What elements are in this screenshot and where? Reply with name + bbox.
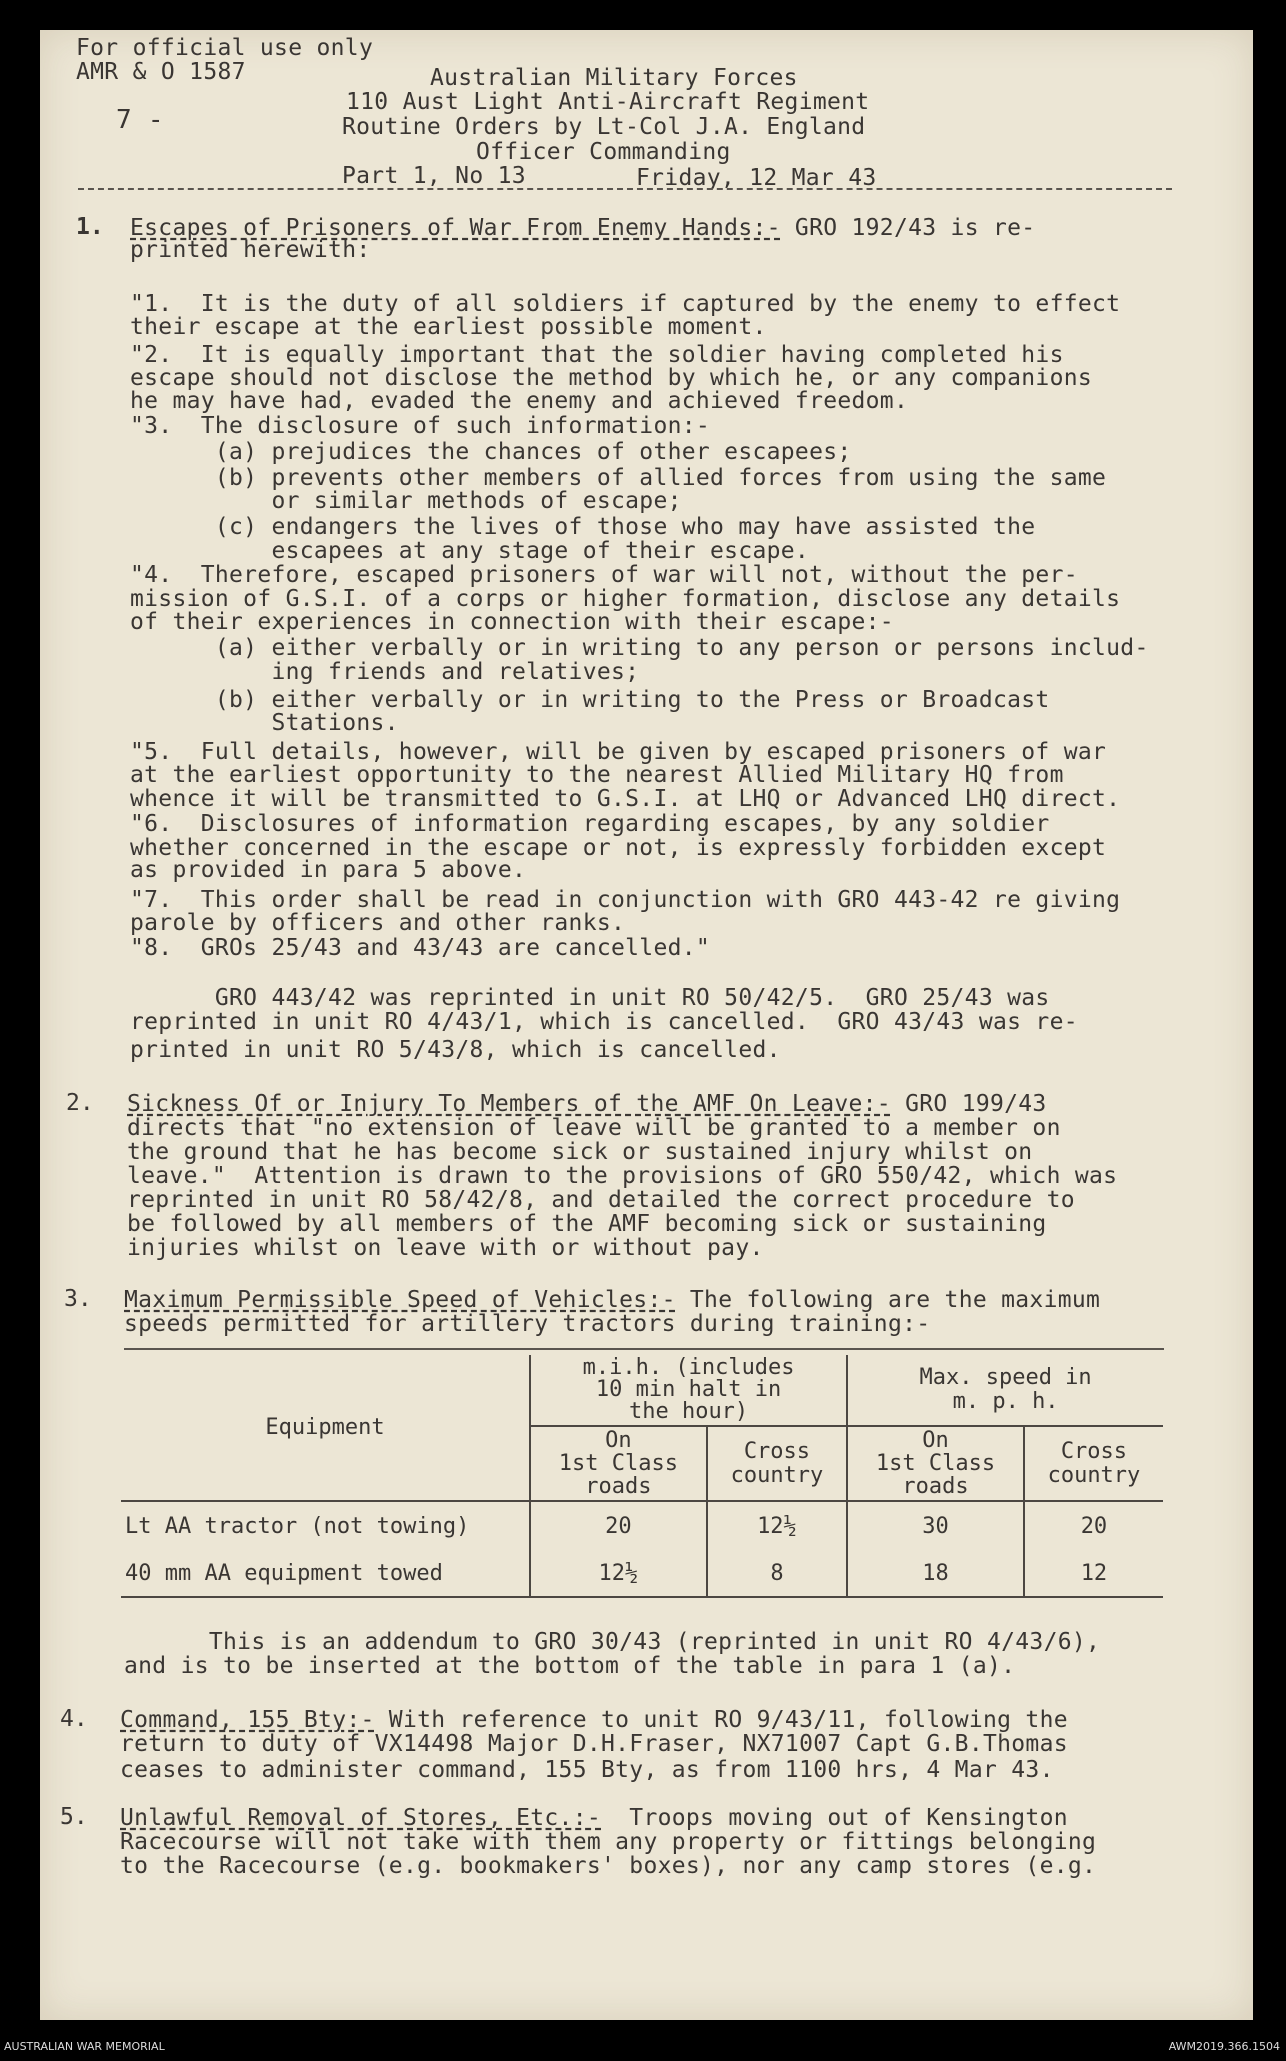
s2-line: be followed by all members of the AMF becoming sick or sustaining — [127, 1211, 1047, 1237]
header-divider — [78, 188, 1172, 190]
s1-line: whether concerned in the escape or not, is expressly forbidden except — [130, 835, 1107, 861]
section-5-heading — [120, 1806, 1068, 1830]
table-row — [121, 1551, 1163, 1597]
s1-closing: reprinted in unit RO 4/43/1, which is cancelled. GRO 43/43 was re- — [130, 1009, 1078, 1035]
s1-line: or similar methods of escape; — [130, 488, 682, 514]
s1-line: "6. Disclosures of information regarding escapes, by any soldier — [130, 811, 1050, 837]
mih-group-header: m.i.h. (includes 10 min halt in the hour) — [530, 1355, 847, 1426]
section-3-number: 3. — [64, 1286, 92, 1312]
max-speed-group-header: Max. speed in m. p. h. — [847, 1355, 1163, 1426]
s1-line: (c) endangers the lives of those who may have assisted the — [130, 514, 1036, 540]
s1-line: "1. It is the duty of all soldiers if captured by the enemy to effect — [130, 291, 1121, 317]
s2-line: reprinted in unit RO 58/42/8, and detailed the correct procedure to — [127, 1187, 1075, 1213]
s4-line: return to duty of VX14498 Major D.H.Fraser, NX71007 Capt G.B.Thomas — [120, 1731, 1068, 1757]
s1-line: as provided in para 5 above. — [130, 857, 527, 883]
speed-table — [121, 1355, 1163, 1598]
s1-line: escape should not disclose the method by which he, or any companions — [130, 365, 1093, 391]
s3-closing: and is to be inserted at the bottom of the table in para 1 (a). — [124, 1653, 1016, 1679]
header-title-1: Australian Military Forces — [430, 65, 798, 91]
s1-line: "7. This order shall be read in conjunction with GRO 443-42 re giving — [130, 887, 1121, 913]
handwritten-margin-mark: 7 - — [116, 105, 164, 135]
s1-line: "5. Full details, however, will be given by escaped prisoners of war — [130, 739, 1107, 765]
s3-closing: This is an addendum to GRO 30/43 (reprinted in unit RO 4/43/6), — [124, 1629, 1101, 1655]
cell-value: 8 — [707, 1551, 847, 1597]
cell-value: 12½ — [530, 1551, 707, 1597]
section-2-title: Sickness Of or Injury To Members of the AMF On Leave:- — [127, 1091, 891, 1117]
s1-line: mission of G.S.I. of a corps or higher formation, disclose any details — [130, 586, 1121, 612]
row-equipment: 40 mm AA equipment towed — [121, 1551, 530, 1597]
header-date: Friday, 12 Mar 43 — [636, 165, 877, 191]
max-cross-header: Cross country — [1024, 1426, 1163, 1501]
s1-closing: GRO 443/42 was reprinted in unit RO 50/42/5. GRO 25/43 was — [130, 985, 1050, 1011]
section-3-heading — [124, 1288, 1100, 1312]
s1-line: (b) prevents other members of allied forces from using the same — [130, 465, 1107, 491]
section-4-title: Command, 155 Bty:- — [120, 1707, 375, 1733]
footer-catalogue-id: AWM2019.366.1504 — [1168, 2040, 1280, 2053]
section-5-title: Unlawful Removal of Stores, Etc.:- — [120, 1805, 602, 1831]
s5-line: to the Racecourse (e.g. bookmakers' boxes), nor any camp stores (e.g. — [120, 1853, 1097, 1879]
cell-value: 12 — [1024, 1551, 1163, 1597]
equipment-header: Equipment — [121, 1355, 530, 1501]
s2-line: injuries whilst on leave with or without pay. — [127, 1235, 764, 1261]
s1-line: "2. It is equally important that the soldier having completed his — [130, 342, 1064, 368]
section-3-intro: The following are the maximum — [675, 1287, 1101, 1313]
s5-line: Racecourse will not take with them any property or fittings belonging — [120, 1829, 1097, 1855]
section-2-intro: GRO 199/43 — [890, 1091, 1047, 1117]
s1-line: escapees at any stage of their escape. — [130, 538, 810, 564]
section-5-number: 5. — [60, 1804, 88, 1830]
cell-value: 20 — [530, 1501, 707, 1551]
s1-line: Stations. — [130, 710, 399, 736]
table-row — [121, 1501, 1163, 1551]
s1-line: (a) either verbally or in writing to any person or persons includ- — [130, 635, 1149, 661]
s4-line: ceases to administer command, 155 Bty, as from 1100 hrs, 4 Mar 43. — [120, 1757, 1054, 1783]
section-2-number: 2. — [66, 1090, 94, 1116]
header-title-4: Officer Commanding — [476, 139, 731, 165]
footer-archive-label: AUSTRALIAN WAR MEMORIAL — [4, 2040, 165, 2053]
s1-closing: printed in unit RO 5/43/8, which is cancelled. — [130, 1037, 781, 1063]
cell-value: 12½ — [707, 1501, 847, 1551]
section-1-intro: GRO 192/43 is re- — [780, 215, 1036, 241]
s1-line: "4. Therefore, escaped prisoners of war will not, without the per- — [130, 562, 1078, 588]
section-1-title: Escapes of Prisoners of War From Enemy Hands:- — [130, 215, 781, 241]
table-top-rule — [124, 1348, 1164, 1350]
s1-line: their escape at the earliest possible moment. — [130, 314, 767, 340]
s1-line: parole by officers and other ranks. — [130, 910, 626, 936]
section-4-number: 4. — [60, 1706, 88, 1732]
official-use-label: For official use only — [76, 35, 374, 61]
section-4-heading — [120, 1708, 1068, 1732]
s1-line: (a) prejudices the chances of other escapees; — [130, 439, 852, 465]
s1-line: of their experiences in connection with their escape:- — [130, 609, 894, 635]
s1-line: "3. The disclosure of such information:- — [130, 413, 711, 439]
header-part: Part 1, No 13 — [342, 163, 526, 189]
s2-line: directs that "no extension of leave will be granted to a member on — [127, 1115, 1061, 1141]
max-roads-header: On 1st Class roads — [847, 1426, 1024, 1501]
s1-line: at the earliest opportunity to the nearest Allied Military HQ from — [130, 762, 1064, 788]
s1-line: "8. GROs 25/43 and 43/43 are cancelled." — [130, 935, 711, 961]
section-2-heading — [127, 1092, 1047, 1116]
s2-line: leave." Attention is drawn to the provisions of GRO 550/42, which was — [127, 1163, 1118, 1189]
section-3-intro-2: speeds permitted for artillery tractors during training:- — [124, 1311, 931, 1337]
s1-line: whence it will be transmitted to G.S.I. at LHQ or Advanced LHQ direct. — [130, 786, 1121, 812]
s1-line: he may have had, evaded the enemy and achieved freedom. — [130, 388, 909, 414]
s1-line: (b) either verbally or in writing to the Press or Broadcast — [130, 687, 1050, 713]
s2-line: the ground that he has become sick or sustained injury whilst on — [127, 1139, 1033, 1165]
section-5-intro: Troops moving out of Kensington — [601, 1805, 1068, 1831]
cell-value: 18 — [847, 1551, 1024, 1597]
header-title-3: Routine Orders by Lt-Col J.A. England — [342, 114, 866, 140]
mih-roads-header: On 1st Class roads — [530, 1426, 707, 1501]
cell-value: 20 — [1024, 1501, 1163, 1551]
reference-number: AMR & O 1587 — [76, 59, 246, 85]
cell-value: 30 — [847, 1501, 1024, 1551]
section-4-intro: With reference to unit RO 9/43/11, following the — [374, 1707, 1068, 1733]
s1-line: ing friends and relatives; — [130, 659, 640, 685]
section-3-title: Maximum Permissible Speed of Vehicles:- — [124, 1287, 676, 1313]
section-1-intro-2: printed herewith: — [130, 237, 371, 263]
mih-cross-header: Cross country — [707, 1426, 847, 1501]
header-title-2: 110 Aust Light Anti-Aircraft Regiment — [346, 89, 870, 115]
row-equipment: Lt AA tractor (not towing) — [125, 1513, 470, 1539]
section-1-number: 1. — [76, 214, 104, 240]
